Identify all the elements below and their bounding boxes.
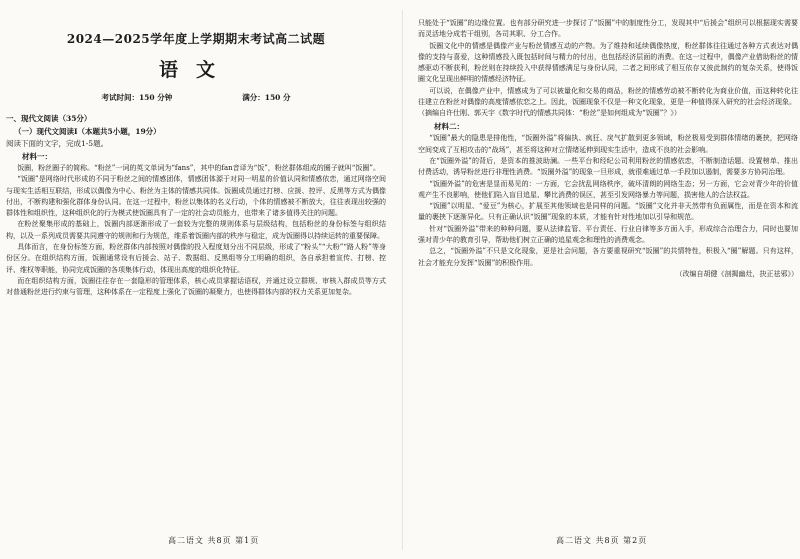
source-citation: （摘编自许仕刚、郭天宇《数字时代的情感共同体：“粉丝”是如何组成为“饭圈”？》）: [418, 109, 681, 118]
paragraph: “饭圈”是网络时代形成的不同于粉丝之间的情感团体，情感团体源于对同一明星的价值认同和情感依恋，通过网络空间与现实生活相互联结，形成以偶像为中心、粉丝为主体的情感共同体。饭圈成员通过打榜、应援、控评、反黑等方式为偶像付出，不断构建和强化群体身份认同。在这一过程中，粉丝以集体的名义行动，个体的情感被不断放大，往往表现出较强的群体性和组织性，这种组织化的行为模式使饭圈具有了一定的社会动员能力，也带来了诸多值得关注的问题。: [6, 175, 386, 218]
material-label: 材料二：: [434, 122, 464, 132]
section-heading: 一、现代文阅读（35分）: [6, 114, 92, 123]
paragraph: “饭圈外溢”的危害是显而易见的：一方面，它会扰乱网络秩序，破坏清朗的网络生态；另一方面，它会对青少年的价值观产生不良影响，使他们陷入盲目追星、攀比消费的误区，甚至引发网络暴力等问题，损害他人的合法权益。: [418, 179, 798, 199]
page-divider: [402, 10, 403, 550]
paragraph: 只能处于“饭圈”的边缘位置。也有部分研究进一步探讨了“饭圈”中的制度性分工，发现其中“后援会”组织可以根据现实需要而灵活地分成若干组别，各司其职、分工合作。: [418, 19, 798, 39]
paragraph: 在“饭圈外溢”的背后，是资本的推波助澜。一些平台和经纪公司利用粉丝的情感依恋，不断制造话题、设置榜单、推出付费活动，诱导粉丝进行非理性消费。“饭圈外溢”的现象一旦形成，就很难通过单一手段加以遏制，需要多方协同治理。: [418, 156, 798, 177]
page-left: [6, 18, 386, 299]
page-footer-left: 高二语文 共8页 第1页: [168, 536, 260, 545]
paragraph: 饭圈，粉丝圈子的简称。“粉丝”一词的英文单词为“fans”，其中的fan音译为“饭”，粉丝群体组成的圈子就叫“饭圈”。: [17, 164, 380, 172]
paragraph: 饭圈文化中的情感是偶像产业与粉丝情感互动的产物。为了维持和延续偶像热度，粉丝群体往往通过各种方式表达对偶像的支持与喜爱，这种情感投入既包括时间与精力的付出，也包括经济层面的消费。在这一过程中，偶像产业借助粉丝的情感驱动不断获利，粉丝则在持续投入中获得情感满足与身份认同，二者之间形成了相互依存又彼此制约的复杂关系，使得饭圈文化呈现出鲜明的情感经济特征。: [418, 41, 798, 84]
time-label: 考试时间：150 分钟: [101, 93, 173, 102]
material-label: 材料一：: [22, 152, 52, 161]
source-citation: （改编自胡健《剖揭幽灶，抉正祛邪》）: [675, 269, 798, 278]
exam-meta: [6, 92, 386, 103]
page-footer-right: 高二语文 共8页 第2页: [556, 536, 648, 545]
paragraph: 可以说，在偶像产业中，情感成为了可以被量化和交易的商品，粉丝的情感劳动被不断转化为商业价值，而这种转化往往建立在粉丝对偶像的高度情感依恋之上。因此，饭圈现象不仅是一种文化现象，更是一种值得深入研究的社会经济现象。: [418, 86, 798, 107]
subject-title: 语文: [158, 59, 233, 81]
page-right: [418, 18, 798, 280]
paragraph: 而在组织结构方面，饭圈往往存在一套隐形的管理体系，核心成员掌握话语权，并通过设立群规、审核入群成员等方式对普通粉丝进行约束与管理，这种体系在一定程度上强化了饭圈的凝聚力，也使得群体内部的权力关系更加复杂。: [6, 276, 386, 297]
paragraph: “饭圈”以明星、“爱豆”为核心，扩展至其他领域也是同样的问题。“饭圈”文化并非天然带有负面属性，而是在资本和流量的裹挟下逐渐异化。只有正确认识“饭圈”现象的本质，才能有针对性地加以引导和规范。: [418, 202, 798, 222]
paragraph: 具体而言，在身份标签方面，粉丝群体内部按照对偶像的投入程度划分出不同层级，形成了“粉头”“大粉”“路人粉”等身份区分。在组织结构方面，饭圈通常设有后援会、站子、数据组、反黑组等分工明确的组织，各自承担着宣传、打榜、控评、维权等职能，协同完成饭圈的各项集体行动，体现出高度的组织化特征。: [6, 243, 386, 274]
instruction: 阅读下面的文字，完成1-5题。: [6, 139, 109, 148]
paragraph: 针对“饭圈外溢”带来的种种问题，要从法律监管、平台责任、行业自律等多方面入手，形成综合治理合力，同时也要加强对青少年的教育引导，帮助他们树立正确的追星观念和理性的消费观念。: [418, 224, 798, 245]
exam-title: 2024—2025学年度上学期期末考试高二试题: [66, 32, 326, 46]
subsection-heading: （一）现代文阅读Ⅰ（本题共5小题，19分）: [14, 127, 161, 136]
paragraph: 总之，“饭圈外溢”不只是文化现象，更是社会问题，各方要重视研究“饭圈”的共情特性，积极入“圈”解题。只有这样，社会才能充分发挥“饭圈”的积极作用。: [418, 247, 798, 267]
paragraph: “饭圈”最大的隐患是排他性，“饭圈外溢”将偏执、疯狂、戾气扩散到更多领域，粉丝极易受到群体情绪的裹挟，把网络空间变成了互相攻击的“战场”，甚至将这种对立情绪延伸到现实生活中，造成不良的社会影响。: [418, 134, 798, 154]
score-label: 满分：150 分: [242, 93, 291, 102]
paragraph: 在粉丝聚集形成的基础上，饭圈内部逐渐形成了一套较为完整的规则体系与层级结构，包括粉丝的身份标签与组织结构，以及一系列成员需要共同遵守的规则和行为规范，维系着饭圈内部的秩序与稳定，成为饭圈得以持续运转的重要保障。: [6, 220, 386, 240]
